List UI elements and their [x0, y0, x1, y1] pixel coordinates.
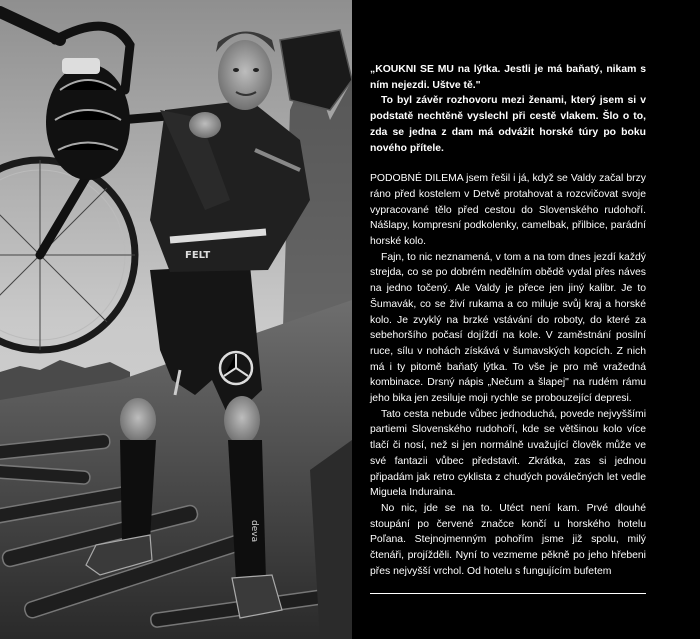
body-paragraph-3: Tato cesta nebude vůbec jednoduchá, povede nejvyššími partiemi Slovenského rudohoří, kde se většinou kolo více tlačí či nosí, než si jen normálně uvažující člověk může ve své fantazii vůbec představit. Zkrátka, zas si jednou připadám jak retro cyklista z chudých poválečných let vedle Miguela Induraina. [370, 408, 646, 499]
article-body [370, 171, 646, 579]
bottom-divider [370, 593, 646, 594]
lead-paragraph-2: To byl závěr rozhovoru mezi ženami, který jsem si v podstatě nechtěně vyslechl při cestě vlakem. Šlo o to, zda se jedna z dam má odvážit horské túry po boku nového přítele. [370, 95, 646, 154]
body-paragraph-4: No nic, jde se na to. Utéct není kam. Prvé dlouhé stoupání po červené značce končí u horského hotelu Poľana. Stejnojmenným pohořím jsme již spolu, milý čtenáři, projížděli. Nyní to vezmeme pěkně po jeho hřebeni přes nejvyšší vrchol. Od hotelu s fungujícím bufetem [370, 502, 646, 577]
lead-paragraph-1-text: na lýtka. Jestli je má baňatý, nikam s ním nejezdi. Uštve tě." [370, 64, 646, 91]
lead-opening-words: „KOUKNI SE MU [370, 64, 454, 75]
body-paragraph-1 [370, 171, 646, 250]
lead-paragraph-1 [370, 62, 646, 93]
jersey-brand-text: FELT [185, 250, 211, 261]
article-lead [370, 62, 646, 156]
article-text-column [370, 62, 646, 580]
body-paragraph-1-text: jsem řešil i já, když se Valdy začal brzy ráno před kostelem v Detvě protahovat a rozcvičovat svoje vypracované tělo před cestou do Slovenského rudohoří. Nášlapy, kompresní podkolenky, camelbak, přilbice, parádní horské kolo. [370, 173, 647, 248]
body-paragraph-2: Fajn, to nic neznamená, v tom a na tom dnes jezdí každý strejda, co se po dobrém nedělním obědě vydal přes náves na jedno točený. Ale Valdy je přece jen jiný kalibr. Je to Šumavák, co se živí rukama a co miluje svůj kraj a horské kolo. Je zvyklý na brzké vstávání do roboty, do které za sebehoršího počasí dojíždí na kole. V zaměstnání posilní ruce, sílu v nohách získává v šumavských kopcích. Z nich má i ty pitomě baňatý lýtka. To vše je pro mě vražedná kombinace. Drsný nápis „Nečum a šlapej" na rudém rámu jeho bika jen zesiluje moji rychle se probouzející depresi. [370, 251, 646, 405]
body-opening-caps: PODOBNÉ DILEMA [370, 173, 464, 185]
sock-brand-text: deva [249, 520, 259, 543]
